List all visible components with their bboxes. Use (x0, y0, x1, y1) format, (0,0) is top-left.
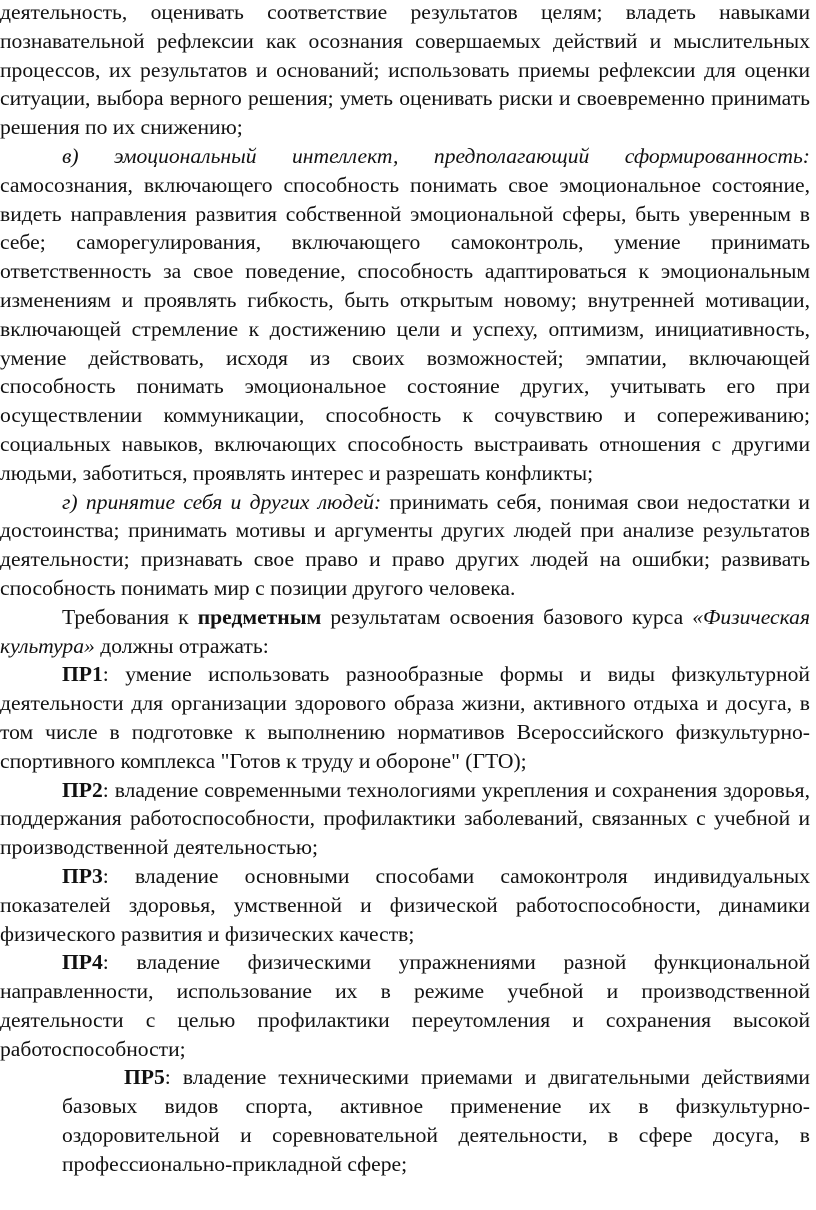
pr4-code: ПР4 (62, 950, 103, 975)
paragraph-acceptance (0, 488, 810, 603)
pr4-text: : владение физическими упражнениями разной функциональной направленности, использование их в режиме учебной и производственной деятельности с целью профилактики переутомления и сохранения высокой работоспособности; (0, 950, 810, 1061)
paragraph-body-emotional: самосознания, включающего способность понимать свое эмоциональное состояние, видеть направления развития собственной эмоциональной сферы, быть уверенным в себе; саморегулирования, включающего самоконтроль, умение принимать ответственность за свое поведение, способность адаптироваться к эмоциональным изменениям и проявлять гибкость, быть открытым новому; внутренней мотивации, включающей стремление к достижению цели и успеху, оптимизм, инициативность, умение действовать, исходя из своих возможностей; эмпатии, включающей способность понимать эмоциональное состояние других, учитывать его при осуществлении коммуникации, способность к сочувствию и сопереживанию; социальных навыков, включающих способность выстраивать отношения с другими людьми, заботиться, проявлять интерес и разрешать конфликты; (0, 172, 810, 485)
pr1-text: : умение использовать разнообразные формы и виды физкультурной деятельности для организации здорового образа жизни, активного отдыха и досуга, в том числе в подготовке к выполнению нормативов Всероссийского физкультурно-спортивного комплекса "Готов к труду и обороне" (ГТО); (0, 662, 810, 773)
requirements-post: должны отражать: (94, 633, 269, 658)
paragraph-pr1 (0, 660, 810, 775)
pr2-code: ПР2 (62, 777, 103, 802)
paragraph-body-acceptance: принимать себя, понимая свои недостатки и достоинства; принимать мотивы и аргументы других людей при анализе результатов деятельности; признавать свое право и право других людей на ошибки; развивать способность понимать мир с позиции другого человека. (0, 489, 810, 600)
pr5-code: ПР5 (124, 1065, 165, 1090)
requirements-pre: Требования к (62, 604, 198, 629)
requirements-course-name: «Физическая культура» (0, 604, 810, 658)
paragraph-lead-acceptance: г) принятие себя и других людей: (62, 489, 382, 514)
paragraph-subject-requirements (0, 603, 810, 661)
pr5-text: : владение техническими приемами и двигательными действиями базовых видов спорта, активное применение их в физкультурно-оздоровительной и соревновательной деятельности, в сфере досуга, в профессионально-прикладной сфере; (62, 1065, 810, 1176)
paragraph-reflection: деятельность, оценивать соответствие результатов целям; владеть навыками познавательной рефлексии как осознания совершаемых действий и мыслительных процессов, их результатов и оснований; использовать приемы рефлексии для оценки ситуации, выбора верного решения; уметь оценивать риски и своевременно принимать решения по их снижению; (0, 0, 810, 140)
requirements-mid: результатам освоения базового курса (321, 604, 693, 629)
paragraph-pr5 (62, 1063, 810, 1178)
pr2-text: : владение современными технологиями укрепления и сохранения здоровья, поддержания работоспособности, профилактики заболеваний, связанных с учебной и производственной деятельностью; (0, 777, 810, 860)
pr3-code: ПР3 (62, 863, 103, 888)
pr3-text: : владение основными способами самоконтроля индивидуальных показателей здоровья, умственной и физической работоспособности, динамики физического развития и физических качеств; (0, 863, 810, 946)
paragraph-pr3 (0, 862, 810, 948)
paragraph-pr2 (0, 776, 810, 862)
paragraph-lead-emotional: в) эмоциональный интеллект, предполагающий сформированность: (62, 143, 810, 168)
requirements-bold: предметным (197, 604, 322, 629)
paragraph-emotional-intelligence (0, 142, 810, 488)
pr1-code: ПР1 (62, 662, 103, 687)
paragraph-pr4 (0, 948, 810, 1063)
